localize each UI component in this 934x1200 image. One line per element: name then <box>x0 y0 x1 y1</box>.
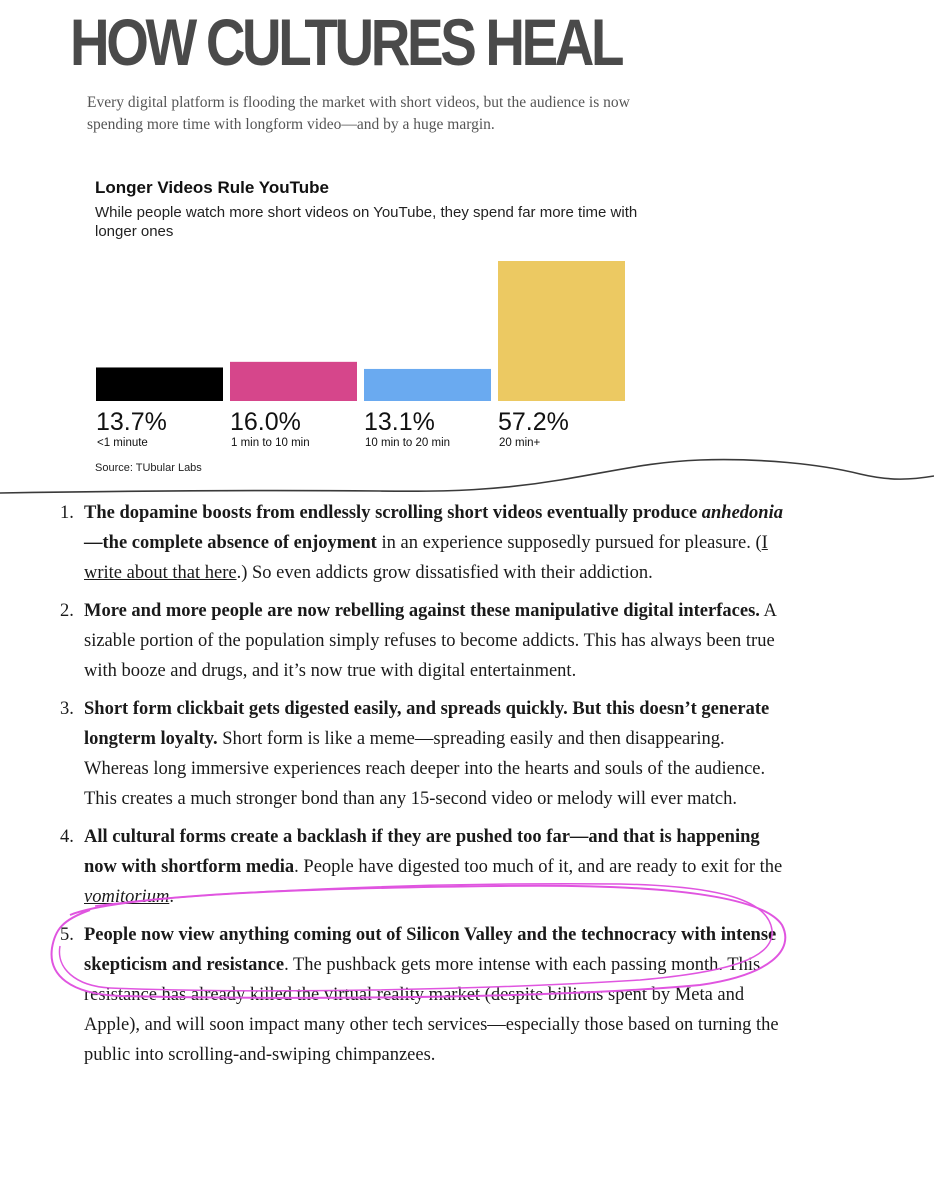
wavy-divider <box>0 450 934 500</box>
bar-category-label: 10 min to 20 min <box>365 437 451 449</box>
numbered-list <box>0 498 934 1078</box>
headline: HOW CULTURES HEAL <box>70 5 622 79</box>
list-item <box>0 694 934 814</box>
bar-category-label: 1 min to 10 min <box>231 437 310 449</box>
intro-paragraph: Every digital platform is flooding the market with short videos, but the audience is now spending more time with longform video—and by a huge margin. <box>87 94 630 133</box>
body-text: Short form is like a meme—spreading easily and then disappearing. Whereas long immersive experiences reach deeper into the hearts and souls of the audience. This creates a much stronger bond than any 15-second video or melody will ever match. <box>84 729 766 809</box>
chart-subtitle: While people watch more short videos on YouTube, they spend far more time with longer ones <box>95 204 638 240</box>
bar-value-label: 13.1% <box>364 408 435 436</box>
bar-value-label: 13.7% <box>96 408 167 436</box>
bold-text: All cultural forms create a backlash if they are pushed too far—and that is happening now with shortform media <box>84 827 760 877</box>
list-number: 5. <box>60 925 74 945</box>
bold-text: More and more people are now rebelling against these manipulative digital interfaces. <box>84 601 760 621</box>
list-number: 3. <box>60 699 74 719</box>
bold-text: People now view anything coming out of Silicon Valley and the technocracy with intense skepticism and resistance <box>84 925 777 975</box>
body-text: A sizable portion of the population simply refuses to become addicts. This has always been true with booze and drugs, and it’s now true with digital entertainment. <box>84 601 776 681</box>
chart-source: Source: TUbular Labs <box>95 462 202 474</box>
divider-line <box>0 460 934 493</box>
bar-1 <box>230 362 357 401</box>
bar-3 <box>498 261 625 401</box>
bold-text: Short form clickbait gets digested easily, and spreads quickly. But this doesn’t generate longterm loyalty. <box>84 699 770 749</box>
list-item <box>0 822 934 912</box>
list-item <box>0 498 934 588</box>
bar-chart <box>0 0 934 500</box>
bar-category-label: 20 min+ <box>499 437 541 449</box>
body-text: . The pushback gets more intense with each passing month. This resistance has already killed the virtual reality market (despite billions spent by Meta and Apple), and will soon impact many other tech services—especially those based on turning the public into scrolling-and-swiping chimpanzees. <box>84 955 779 1065</box>
bar-value-label: 16.0% <box>230 408 301 436</box>
body-text: . People have digested too much of it, and are ready to exit for the <box>294 857 783 877</box>
list-number: 2. <box>60 601 74 621</box>
chart-title: Longer Videos Rule YouTube <box>95 178 329 197</box>
bold-text: The dopamine boosts from endlessly scrolling short videos eventually produce <box>84 503 702 523</box>
bar-category-label: <1 minute <box>97 437 148 449</box>
body-text: . <box>169 887 174 907</box>
list-number: 4. <box>60 827 74 847</box>
body-text: .) So even addicts grow dissatisfied with their addiction. <box>236 563 653 583</box>
bar-2 <box>364 369 491 401</box>
list-item <box>0 920 934 1070</box>
article-link[interactable]: I write about that here <box>84 533 768 583</box>
bar-value-label: 57.2% <box>498 408 569 436</box>
vomitorium-link[interactable]: vomitorium <box>84 887 170 907</box>
bold-text: —the complete absence of enjoyment <box>84 533 377 553</box>
list-number: 1. <box>60 503 74 523</box>
list-item <box>0 596 934 686</box>
body-text: in an experience supposedly pursued for pleasure. ( <box>376 533 762 553</box>
bar-0 <box>96 367 223 401</box>
bold-italic-text: anhedonia <box>701 503 783 523</box>
